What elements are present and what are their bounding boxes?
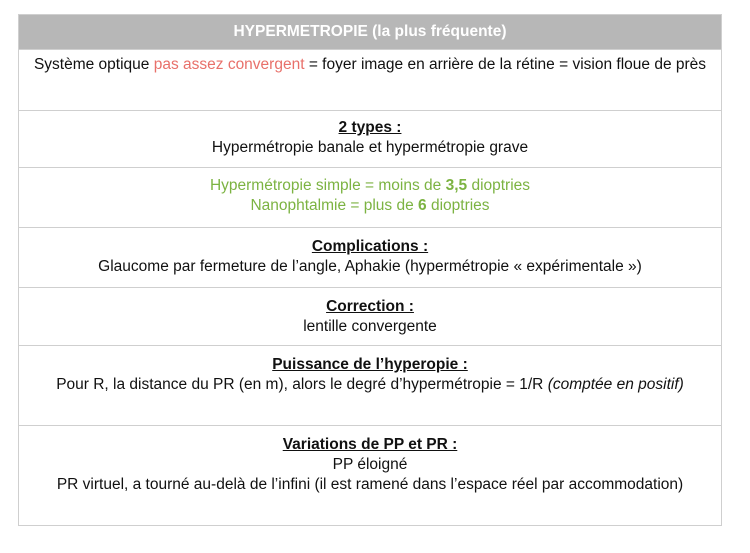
hypermetropie-table	[18, 14, 722, 526]
types-row	[19, 111, 721, 168]
variations-line-2: PR virtuel, a tourné au-delà de l’infini (il est ramené dans l’espace réel par accommodation)	[56, 476, 684, 493]
severity-line-2	[19, 196, 721, 216]
puissance-text: Pour R, la distance du PR (en m), alors le degré d’hypermétropie = 1/R	[56, 376, 548, 393]
types-text: Hypermétropie banale et hypermétropie grave	[211, 139, 529, 156]
variations-line-1: PP éloigné	[332, 456, 408, 473]
correction-title: Correction :	[326, 298, 414, 315]
severity-line-1-value: 3,5	[445, 177, 468, 194]
definition-text-1: Système optique	[33, 56, 154, 73]
severity-row	[19, 168, 721, 228]
variations-title: Variations de PP et PR :	[282, 436, 458, 453]
severity-line-1-suffix: dioptries	[467, 177, 531, 194]
correction-text: lentille convergente	[303, 318, 437, 335]
correction-row	[19, 288, 721, 346]
definition-row	[19, 50, 721, 111]
definition-text-2: = foyer image en arrière de la rétine = vision floue de près	[304, 56, 707, 73]
puissance-title: Puissance de l’hyperopie :	[272, 356, 468, 373]
types-title: 2 types :	[338, 119, 402, 136]
header-title: HYPERMETROPIE (la plus fréquente)	[233, 23, 507, 40]
puissance-italic: (comptée en positif)	[547, 376, 684, 393]
definition-highlight: pas assez convergent	[153, 56, 305, 73]
complications-row	[19, 228, 721, 288]
severity-line-2-suffix: dioptries	[426, 197, 490, 214]
complications-text: Glaucome par fermeture de l’angle, Aphakie (hypermétropie « expérimentale »)	[98, 258, 642, 275]
complications-title: Complications :	[311, 238, 429, 255]
puissance-body	[19, 375, 721, 395]
variations-row	[19, 426, 721, 526]
severity-line-2-value: 6	[418, 197, 427, 214]
severity-line-2-prefix: Nanophtalmie = plus de	[250, 197, 419, 214]
puissance-row	[19, 346, 721, 426]
severity-line-1	[19, 176, 721, 196]
table-header	[19, 15, 721, 50]
severity-line-1-prefix: Hypermétropie simple = moins de	[209, 177, 446, 194]
